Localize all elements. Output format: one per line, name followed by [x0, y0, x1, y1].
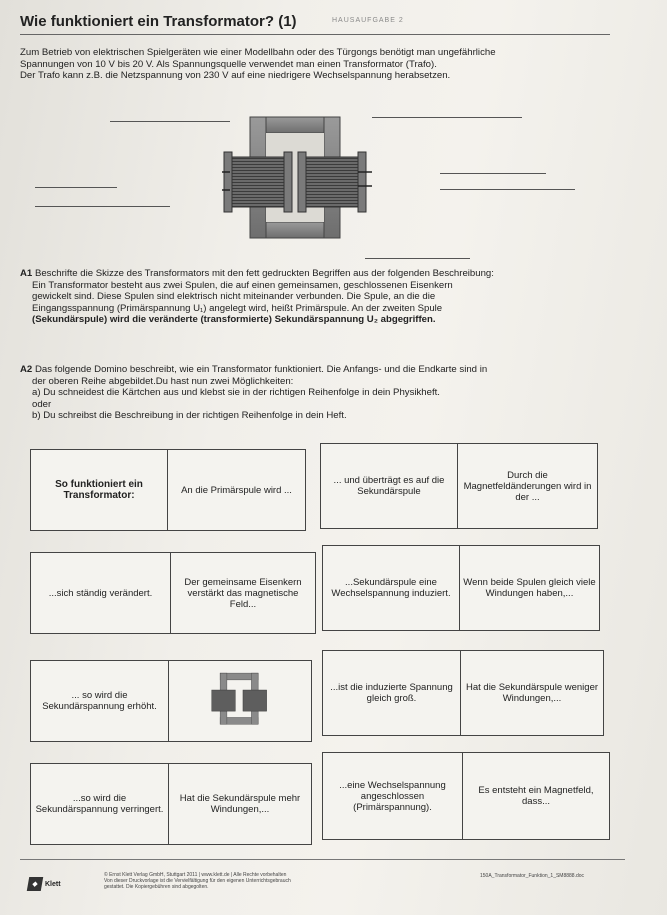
label-blank[interactable] [365, 258, 470, 259]
license-line: gestattet. Die Kopiergebühren sind abgegolten. [104, 884, 209, 890]
copyright-line: © Ernst Klett Verlag GmbH, Stuttgart 2011 | www.klett.de | Alle Rechte vorbehalten [104, 872, 287, 878]
domino-half: ...sich ständig verändert. [31, 553, 171, 633]
footer-divider [20, 859, 625, 860]
intro-line: Spannungen von 10 V bis 20 V. Als Spannungsquelle verwendet man einen Transformator (Trafo). [20, 58, 437, 70]
domino-half: ... und überträgt es auf die Sekundärspule [321, 444, 458, 528]
domino-half: Wenn beide Spulen gleich viele Windungen haben,... [463, 577, 596, 599]
domino-half: Es entsteht ein Magnetfeld, dass... [478, 785, 594, 807]
task-text: b) Du schreibst die Beschreibung in der richtigen Reihenfolge in dein Heft. [32, 410, 347, 421]
domino-card[interactable] [322, 545, 600, 631]
label-blank[interactable] [372, 117, 522, 118]
domino-half: ...so wird die Sekundärspannung verringert. [31, 764, 169, 844]
task-text: Eingangsspannung (Primärspannung U₁) angelegt wird, heißt Primärspule. An der zweiten Spule [32, 302, 443, 314]
task-text: Beschrifte die Skizze des Transformators mit den fett gedruckten Begriffen aus der folgenden Beschreibung: [34, 268, 494, 279]
domino-card[interactable] [30, 552, 316, 634]
klett-logo-icon: ◆ [27, 877, 43, 891]
label-blank[interactable] [440, 189, 575, 190]
task-text: Das folgende Domino beschreibt, wie ein Transformator funktioniert. Die Anfangs- und die Endkarte sind in [34, 364, 488, 375]
intro-line: Der Trafo kann z.B. die Netzspannung von 230 V auf eine niedrigere Wechselspannung herabsetzen. [20, 70, 451, 81]
page-title: Wie funktioniert ein Transformator? (1) [20, 13, 297, 30]
domino-half: ...eine Wechselspannung angeschlossen (Primärspannung). [323, 753, 463, 839]
domino-half: ...ist die induzierte Spannung gleich groß. [323, 651, 461, 735]
domino-half [169, 661, 311, 741]
domino-half: An die Primärspule wird ... [181, 484, 292, 496]
domino-half: Hat die Sekundärspule mehr Windungen,... [179, 793, 301, 815]
label-blank[interactable] [110, 121, 230, 122]
domino-card[interactable] [30, 660, 312, 742]
domino-card[interactable] [30, 449, 306, 531]
domino-half: Der gemeinsame Eisenkern verstärkt das magnetische Feld... [184, 576, 302, 610]
domino-card[interactable] [30, 763, 312, 845]
intro-line: Zum Betrieb von elektrischen Spielgeräten wie einer Modellbahn oder des Türgongs benötigt man ungefährliche [20, 47, 496, 58]
klett-logo [28, 875, 73, 893]
handwritten-note: HAUSAUFGABE 2 [332, 17, 404, 24]
domino-card[interactable] [322, 752, 610, 840]
task-text: a) Du schneidest die Kärtchen aus und klebst sie in der richtigen Reihenfolge in dein Physikheft. [32, 387, 440, 398]
license-line: Von dieser Druckvorlage ist die Vervielfältigung für den eigenen Unterrichtsgebrauch [104, 878, 291, 884]
domino-half: So funktioniert ein Transformator: [31, 450, 168, 530]
task-text: Ein Transformator besteht aus zwei Spulen, die auf einen gemeinsamen, geschlossenen Eisenkern [32, 279, 453, 291]
label-blank[interactable] [35, 187, 117, 188]
transformer-diagram [222, 112, 372, 254]
label-blank[interactable] [35, 206, 170, 207]
file-name: 150A_Transformator_Funktion_1_SM8888.doc [480, 873, 585, 879]
domino-card[interactable] [320, 443, 598, 529]
transformer-icon [192, 671, 288, 731]
task-text: der oberen Reihe abgebildet.Du hast nun zwei Möglichkeiten: [32, 375, 294, 387]
task-a1 [20, 268, 630, 326]
intro-text [20, 47, 630, 82]
domino-half: ... so wird die Sekundärspannung erhöht. [31, 661, 169, 741]
publisher-name: Klett [45, 880, 61, 888]
task-label: A2 [20, 364, 33, 375]
task-a2 [20, 364, 630, 422]
domino-card[interactable] [322, 650, 604, 736]
domino-half: Hat die Sekundärspule weniger Windungen,... [465, 682, 599, 704]
domino-half: ...Sekundärspule eine Wechselspannung induziert. [323, 546, 460, 630]
domino-half: Durch die Magnetfeldänderungen wird in der ... [463, 469, 592, 503]
title-divider [20, 34, 610, 35]
primary-coil [230, 157, 286, 207]
secondary-coil [304, 157, 360, 207]
label-blank[interactable] [440, 173, 546, 174]
task-text: gewickelt sind. Diese Spulen sind elektrisch nicht miteinander verbunden. Die Spule, an die die [32, 291, 436, 302]
task-label: A1 [20, 268, 33, 279]
copyright-notice [104, 872, 291, 890]
task-text: (Sekundärspule) wird die veränderte (transformierte) Sekundärspannung U₂ abgegriffen. [32, 314, 436, 325]
task-text: oder [32, 398, 52, 410]
